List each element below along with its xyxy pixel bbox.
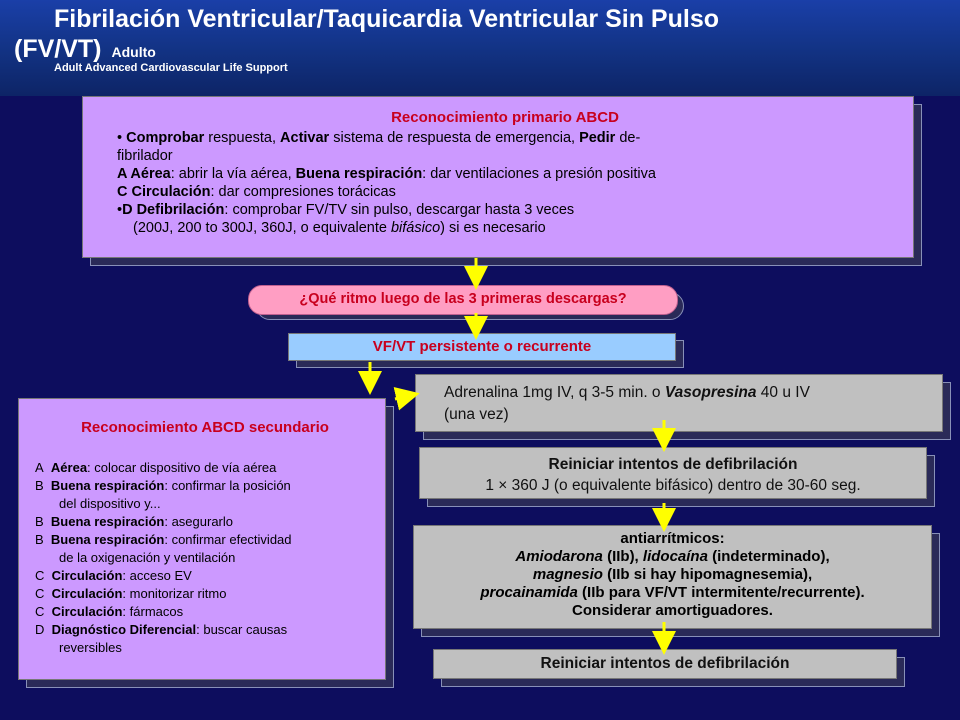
adrenaline-box: Adrenalina 1mg IV, q 3-5 min. o Vasopresina 40 u IV (una vez) <box>415 374 943 432</box>
secondary-item: C Circulación: monitorizar ritmo <box>35 586 227 601</box>
secondary-item-cont: del dispositivo y... <box>59 496 161 511</box>
primary-survey-title: Reconocimiento primario ABCD <box>391 109 619 126</box>
antiarrhythmics-box: antiarrítmicos: Amiodarona (IIb), lidocaína (indeterminado), magnesio (IIb si hay hipomagnesemia), procainamida (IIb para VF/VT intermitente/recurrente). Considerar amortiguadores. <box>413 525 932 629</box>
primary-line-5: (200J, 200 to 300J, 360J, o equivalente bifásico) si es necesario <box>133 220 546 236</box>
page-subtitle: Adult Advanced Cardiovascular Life Support <box>54 62 288 74</box>
secondary-survey-title: Reconocimiento ABCD secundario <box>81 419 329 436</box>
secondary-item: B Buena respiración: confirmar efectividad <box>35 532 292 547</box>
arrow-to-adrenaline <box>395 396 408 399</box>
primary-line-4: •D Defibrilación: comprobar FV/TV sin pulso, descargar hasta 3 veces <box>117 202 575 218</box>
secondary-item: C Circulación: acceso EV <box>35 568 192 583</box>
title-tag: Adulto <box>111 44 156 60</box>
restart-defibrillation-box-2: Reiniciar intentos de defibrilación <box>433 649 897 679</box>
secondary-item: B Buena respiración: confirmar la posición <box>35 478 291 493</box>
secondary-item-cont: reversibles <box>59 640 122 655</box>
title-line1: Fibrilación Ventricular/Taquicardia Ventricular Sin Pulso <box>54 5 720 33</box>
secondary-item: B Buena respiración: asegurarlo <box>35 514 233 529</box>
restart1-body: 1 × 360 J (o equivalente bifásico) dentro de 30-60 seg. <box>485 477 861 494</box>
secondary-item: A Aérea: colocar dispositivo de vía aérea <box>35 460 277 475</box>
primary-line-3: C Circulación: dar compresiones torácicas <box>117 184 396 200</box>
adrenaline-once: (una vez) <box>444 406 509 423</box>
secondary-item-cont: de la oxigenación y ventilación <box>59 550 236 565</box>
primary-line-2: A Aérea: abrir la vía aérea, Buena respiración: dar ventilaciones a presión positiva <box>117 166 656 182</box>
persistent-vfvt-box: VF/VT persistente o recurrente <box>288 333 676 361</box>
rhythm-question-oval: ¿Qué ritmo luego de las 3 primeras descargas? <box>248 285 678 315</box>
primary-line-1-cont: fibrilador <box>117 148 173 164</box>
secondary-item: D Diagnóstico Diferencial: buscar causas <box>35 622 288 637</box>
title-line2: (FV/VT) <box>14 35 102 63</box>
secondary-item: C Circulación: fármacos <box>35 604 184 619</box>
primary-line-1: • Comprobar respuesta, Activar sistema de respuesta de emergencia, Pedir de- <box>117 130 641 146</box>
restart1-title: Reiniciar intentos de defibrilación <box>548 456 798 473</box>
